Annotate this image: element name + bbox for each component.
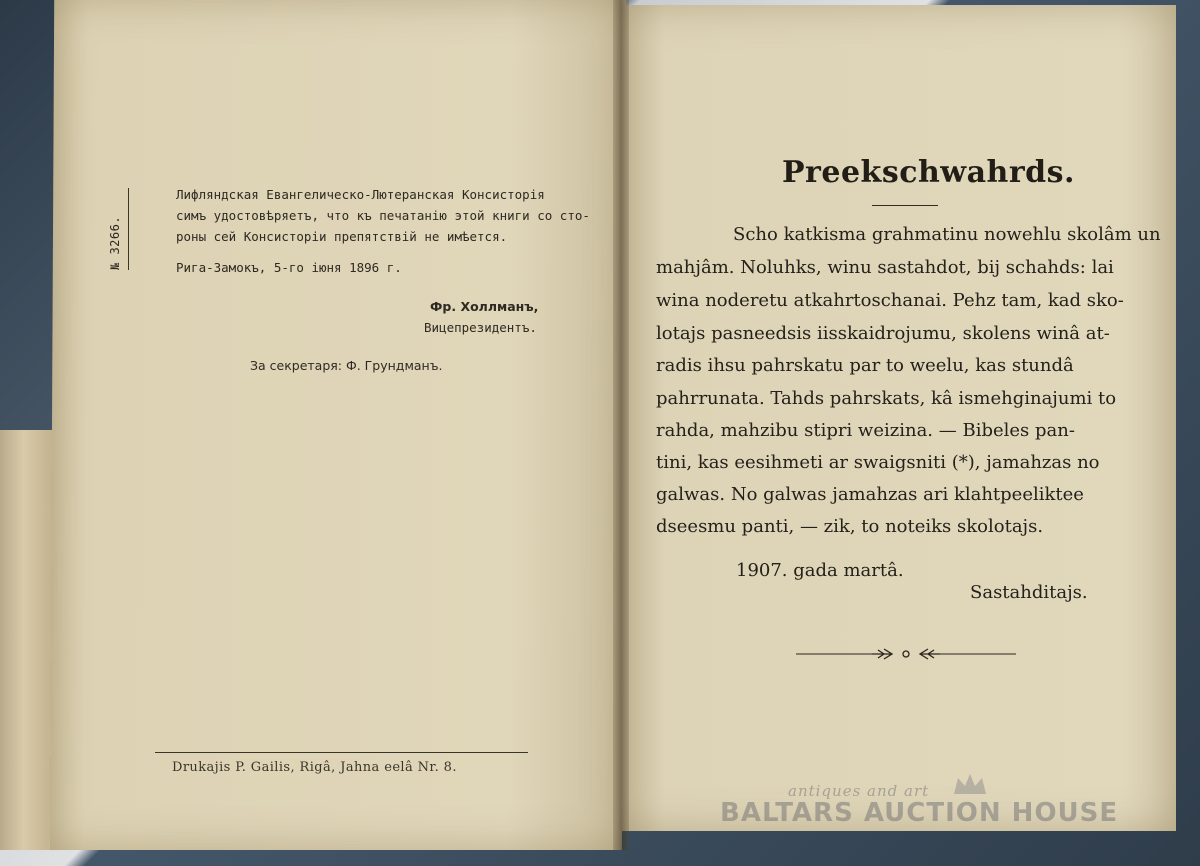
ornament-divider <box>796 646 1016 662</box>
right-page <box>620 5 1176 831</box>
body-line: tini, kas eesihmeti ar swaigsniti (*), jamahzas no <box>656 452 1100 473</box>
preface-date: 1907. gada martâ. <box>736 560 904 581</box>
permit-divider <box>128 188 129 270</box>
watermark-tagline: antiques and art <box>788 782 930 800</box>
compiler-signature: Sastahditajs. <box>970 582 1088 603</box>
body-line: galwas. No galwas jamahzas ari klahtpeeliktee <box>656 484 1084 505</box>
printer-imprint: Drukajis P. Gailis, Rigâ, Jahna eelâ Nr. 8. <box>172 760 457 775</box>
body-line: rahda, mahzibu stipri weizina. — Bibeles pan- <box>656 420 1075 441</box>
body-line: Scho katkisma grahmatinu nowehlu skolâm un <box>733 224 1161 245</box>
title-underline <box>872 205 938 206</box>
consistory-line-1: Лифляндская Евангелическо-Лютеранская Консисторія <box>176 187 545 202</box>
body-line: radis ihsu pahrskatu par to weelu, kas stundâ <box>656 355 1074 376</box>
printer-divider <box>155 752 528 753</box>
watermark-brand: BALTARS AUCTION HOUSE <box>720 798 1119 828</box>
signatory-name: Фр. Холлманъ, <box>430 299 539 314</box>
page-title: Preekschwahrds. <box>782 155 1075 190</box>
consistory-line-2: симъ удостовѣряетъ, что къ печатанію этой книги со сто- <box>176 208 590 223</box>
body-line: lotajs pasneedsis iisskaidrojumu, skolens winâ at- <box>656 323 1110 344</box>
crown-icon <box>950 770 990 800</box>
place-date: Рига-Замокъ, 5-го іюня 1896 г. <box>176 260 402 275</box>
body-line: mahjâm. Noluhks, winu sastahdot, bij schahds: lai <box>656 257 1114 278</box>
consistory-line-3: роны сей Консисторіи препятствій не имѣется. <box>176 229 508 244</box>
secretary-line: За секретаря: Ф. Грундманъ. <box>250 358 443 373</box>
permit-number: № 3266. <box>108 215 122 270</box>
signatory-title: Вицепрезидентъ. <box>424 320 537 335</box>
book-spine <box>613 0 629 850</box>
body-line: wina noderetu atkahrtoschanai. Pehz tam, kad sko- <box>656 290 1124 311</box>
body-line: dseesmu panti, — zik, to noteiks skolotajs. <box>656 516 1044 537</box>
left-page <box>50 0 626 850</box>
body-line: pahrrunata. Tahds pahrskats, kâ ismehginajumi to <box>656 388 1117 409</box>
